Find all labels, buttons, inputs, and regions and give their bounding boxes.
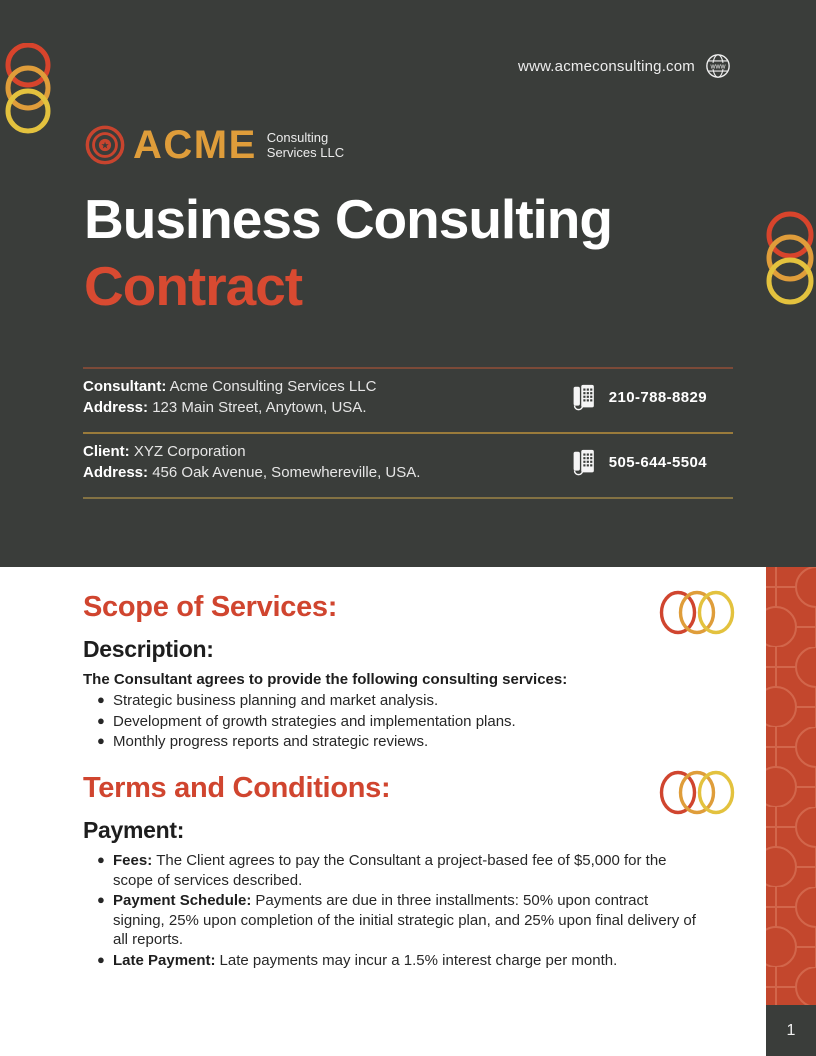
bullet-icon: ●: [97, 692, 105, 707]
bullet-icon: ●: [97, 852, 105, 867]
consultant-address: 123 Main Street, Anytown, USA.: [152, 399, 367, 416]
overlapping-rings-icon: [659, 590, 735, 635]
list-item: [83, 732, 723, 752]
bullet-text: Monthly progress reports and strategic reviews.: [113, 733, 429, 750]
list-item: [83, 951, 701, 971]
section-heading-terms: Terms and Conditions:: [83, 772, 391, 804]
bullet-bold: Payment Schedule:: [113, 892, 252, 909]
page-title: [84, 186, 612, 320]
fax-phone-icon: [570, 383, 597, 412]
list-item: [83, 891, 701, 950]
consultant-phone-number: 210-788-8829: [608, 388, 707, 406]
logo-tagline: [264, 130, 344, 160]
bullet-icon: ●: [97, 733, 105, 748]
consultant-label: Consultant:: [83, 378, 167, 395]
subheading-description: Description:: [83, 636, 214, 662]
overlapping-rings-icon: [659, 770, 735, 815]
decorative-rings-right: [764, 209, 816, 307]
scope-bullet-list: [83, 691, 723, 753]
fax-phone-icon: [570, 448, 597, 477]
bullet-text: Payments are due in three installments: 50% upon contract signing, 25% upon completion of the initial strategic plan, and 25% upon final delivery of all reports.: [113, 892, 696, 948]
logo: [84, 124, 344, 166]
client-name: XYZ Corporation: [133, 443, 246, 460]
logo-name: ACME: [133, 123, 257, 167]
bullet-text: Development of growth strategies and implementation plans.: [113, 712, 516, 730]
title-line-2: Contract: [84, 255, 303, 317]
bullet-text: Late payments may incur a 1.5% interest charge per month.: [219, 951, 618, 969]
bullet-icon: ●: [97, 951, 105, 967]
svg-text:★: ★: [100, 140, 110, 152]
bullet-icon: ●: [97, 892, 105, 907]
logo-tagline-line1: Consulting: [266, 130, 329, 145]
decorative-rings-top-left: [0, 43, 56, 135]
decorative-accent-band: [766, 567, 816, 1005]
website-url: www.acmeconsulting.com: [518, 57, 695, 75]
client-address-label: Address:: [83, 464, 149, 481]
section-lead: The Consultant agrees to provide the following consulting services:: [83, 671, 568, 688]
bullet-text: Strategic business planning and market analysis.: [113, 692, 439, 709]
client-phone-group: [570, 448, 733, 477]
globe-www-icon: [705, 53, 731, 79]
consultant-address-label: Address:: [83, 399, 149, 416]
page-number: 1: [786, 1021, 796, 1039]
title-line-1: Business Consulting: [84, 188, 612, 250]
site-row: [518, 53, 731, 79]
client-label: Client:: [83, 443, 130, 460]
client-row: [83, 434, 733, 497]
consultant-name: Acme Consulting Services LLC: [169, 378, 377, 395]
consultant-row: [83, 369, 733, 432]
bullet-bold: Late Payment:: [113, 951, 216, 969]
section-heading-scope: Scope of Services:: [83, 591, 338, 623]
list-item: [83, 691, 723, 711]
bullet-bold: Fees:: [113, 852, 153, 869]
consultant-phone-group: [570, 383, 733, 412]
svg-text:www: www: [710, 63, 726, 71]
consultant-details: [83, 376, 376, 418]
subheading-payment: Payment:: [83, 817, 185, 843]
bullet-icon: ●: [97, 712, 105, 728]
logo-bullseye-icon: [84, 124, 126, 166]
logo-tagline-line2: Services LLC: [266, 145, 345, 160]
bullet-text: The Client agrees to pay the Consultant a project-based fee of $5,000 for the scope of services described.: [113, 852, 667, 889]
client-details: [83, 441, 420, 483]
payment-bullet-list: [83, 851, 701, 971]
divider: [83, 497, 733, 499]
client-address: 456 Oak Avenue, Somewhereville, USA.: [152, 464, 421, 481]
parties-info-block: [83, 367, 733, 499]
client-phone-number: 505-644-5504: [608, 453, 707, 471]
list-item: [83, 851, 701, 890]
page-number-box: [766, 1005, 816, 1056]
list-item: [83, 712, 723, 732]
